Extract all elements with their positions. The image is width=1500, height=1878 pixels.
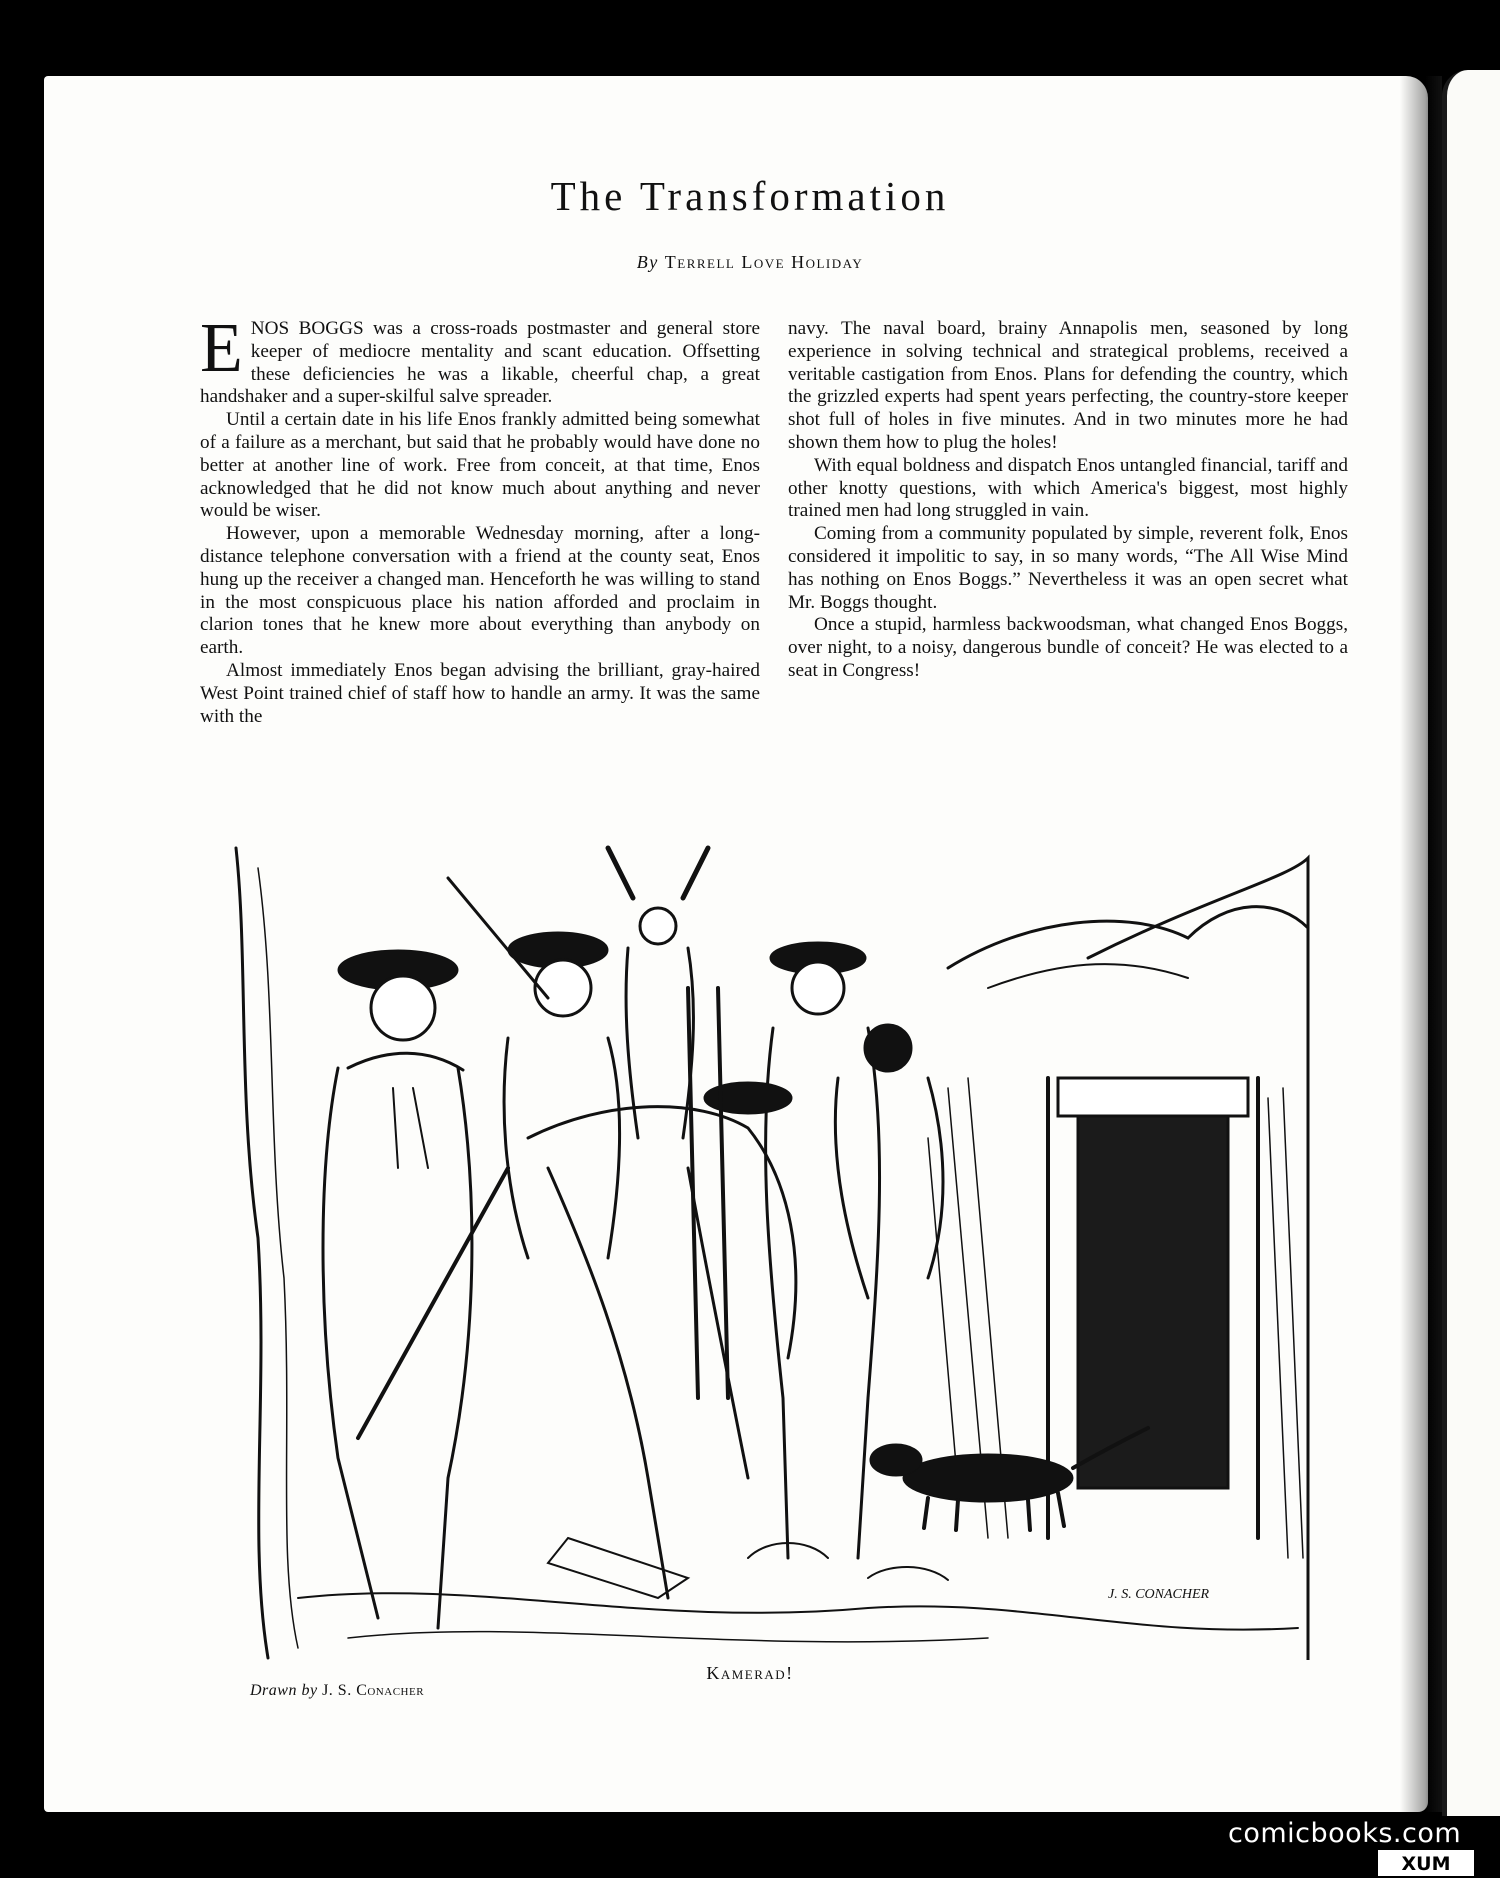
lead-caps: NOS BOGGS [250,318,364,339]
gutter-shadow [1400,76,1442,1812]
illustration-credit [250,1682,424,1700]
text-column-right [788,318,1348,683]
paragraph-7: Once a stupid, harmless backwoodsman, what changed Enos Boggs, over night, to a noisy, dangerous bundle of conceit? He was elected to a seat in Congress! [788,614,1348,681]
byline-author: Terrell Love Holiday [664,252,864,272]
paragraph-1 [200,310,760,409]
trench-illustration [228,838,1314,1660]
byline [0,252,1500,273]
paragraph-5: With equal boldness and dispatch Enos untangled financial, tariff and other knotty questions, with which America's biggest, most highly trained men had long struggled in vain. [788,454,1348,522]
paragraph-4-start: Almost immediately Enos began advising the brilliant, gray-haired West Point trained chief of staff how to handle an army. It was the same with the [200,659,760,727]
paragraph-2: Until a certain date in his life Enos frankly admitted being somewhat of a failure as a merchant, but said that he probably would have done no better at another line of work. Free from conceit, at that time, Enos acknowledged that he did not know much about anything and never would be wiser. [200,409,760,522]
corner-badge: XUM [1378,1850,1474,1876]
illustration-caption: Kamerad! [706,1663,794,1683]
credit-artist: J. S. Conacher [322,1682,425,1699]
next-page-edge [1442,70,1500,1816]
paragraph-1-text: was a cross-roads postmaster and general store keeper of mediocre mentality and scant education. Offsetting these deficiencies he was a likable, cheerful chap, a great handshaker and a super-skilful salve spreader. [200,318,760,408]
illustration-drawing [228,838,1314,1660]
paragraph-3: However, upon a memorable Wednesday morning, after a long-distance telephone conversation with a friend at the county seat, Enos hung up the receiver a changed man. Henceforth he was willing to stand in the most conspicuous place his nation afforded and proclaim in clarion tones that he knew more about everything than anybody on earth. [200,523,760,659]
drop-cap: E [200,310,243,387]
credit-prefix: Drawn by [250,1682,318,1699]
artist-signature: J. S. CONACHER [1108,1587,1210,1602]
paragraph-4-end: navy. The naval board, brainy Annapolis men, seasoned by long experience in solving technical and strategical problems, received a veritable castigation from Enos. Plans for defending the country, which the grizzled experts had spent years perfecting, the country-store keeper shot full of holes in five minutes. And in two minutes more he had shown them how to plug the holes! [788,318,1348,453]
byline-prefix: By [636,252,659,272]
site-watermark: comicbooks.com [1228,1818,1462,1849]
article-title: The Transformation [550,173,950,219]
text-column-left [200,310,760,728]
paragraph-6: Coming from a community populated by simple, reverent folk, Enos considered it impolitic to say, in so many words, “The All Wise Mind has nothing on Enos Boggs.” Nevertheless it was an open secret what Mr. Boggs thought. [788,523,1348,613]
